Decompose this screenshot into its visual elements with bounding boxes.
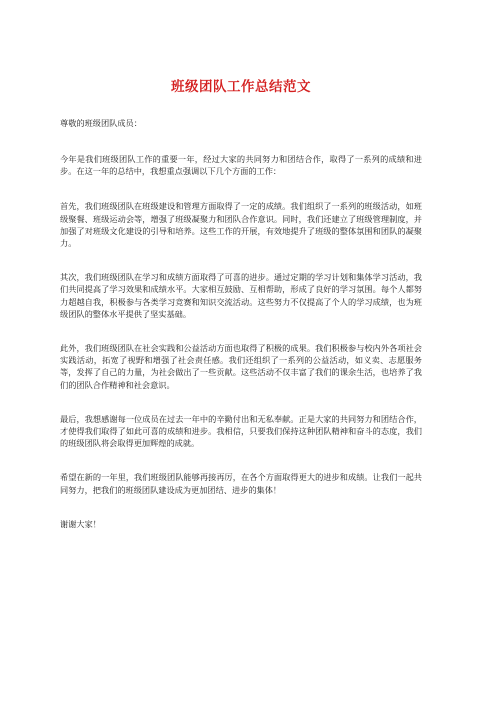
paragraph-class-building: 首先，我们班级团队在班级建设和管理方面取得了一定的成绩。我们组织了一系列的班级活动，如班级聚餐、班级运动会等，增强了班级凝聚力和团队合作意识。同时，我们还建立了班级管理制度，并加强了对班级文化建设的引导和培养。这些工作的开展，有效地提升了班级的整体氛围和团队的凝聚力。 (60, 201, 422, 249)
closing-line: 谢谢大家！ (60, 518, 101, 529)
paragraph-intro: 今年是我们班级团队工作的重要一年，经过大家的共同努力和团结合作，取得了一系列的成绩和进步。在这一年的总结中，我想重点强调以下几个方面的工作： (60, 154, 422, 177)
greeting-line: 尊敬的班级团队成员： (60, 118, 142, 128)
paragraph-hope: 希望在新的一年里，我们班级团队能够再接再厉，在各个方面取得更大的进步和成绩。让我们一起共同努力，把我们的班级团队建设成为更加团结、进步的集体！ (60, 472, 422, 495)
paragraph-study: 其次，我们班级团队在学习和成绩方面取得了可喜的进步。通过定期的学习计划和集体学习活动，我们共同提高了学习效果和成绩水平。大家相互鼓励、互相帮助，形成了良好的学习氛围。每个人都努力超越自我，积极参与各类学习竞赛和知识交流活动。这些努力不仅提高了个人的学习成绩，也为班级团队的整体水平提供了坚实基础。 (60, 272, 422, 319)
document-title: 班级团队工作总结范文 (171, 79, 311, 95)
paragraph-social-practice: 此外，我们班级团队在社会实践和公益活动方面也取得了积极的成果。我们积极参与校内外各项社会实践活动，拓宽了视野和增强了社会责任感。我们还组织了一系列的公益活动，如义卖、志愿服务等，发挥了自己的力量，为社会做出了一些贡献。这些活动不仅丰富了我们的课余生活，也培养了我们的团队合作精神和社会意识。 (60, 343, 422, 390)
paragraph-thanks: 最后，我想感谢每一位成员在过去一年中的辛勤付出和无私奉献。正是大家的共同努力和团结合作，才使得我们取得了如此可喜的成绩和进步。我相信，只要我们保持这种团队精神和奋斗的态度，我们的班级团队将会取得更加辉煌的成就。 (60, 413, 422, 449)
